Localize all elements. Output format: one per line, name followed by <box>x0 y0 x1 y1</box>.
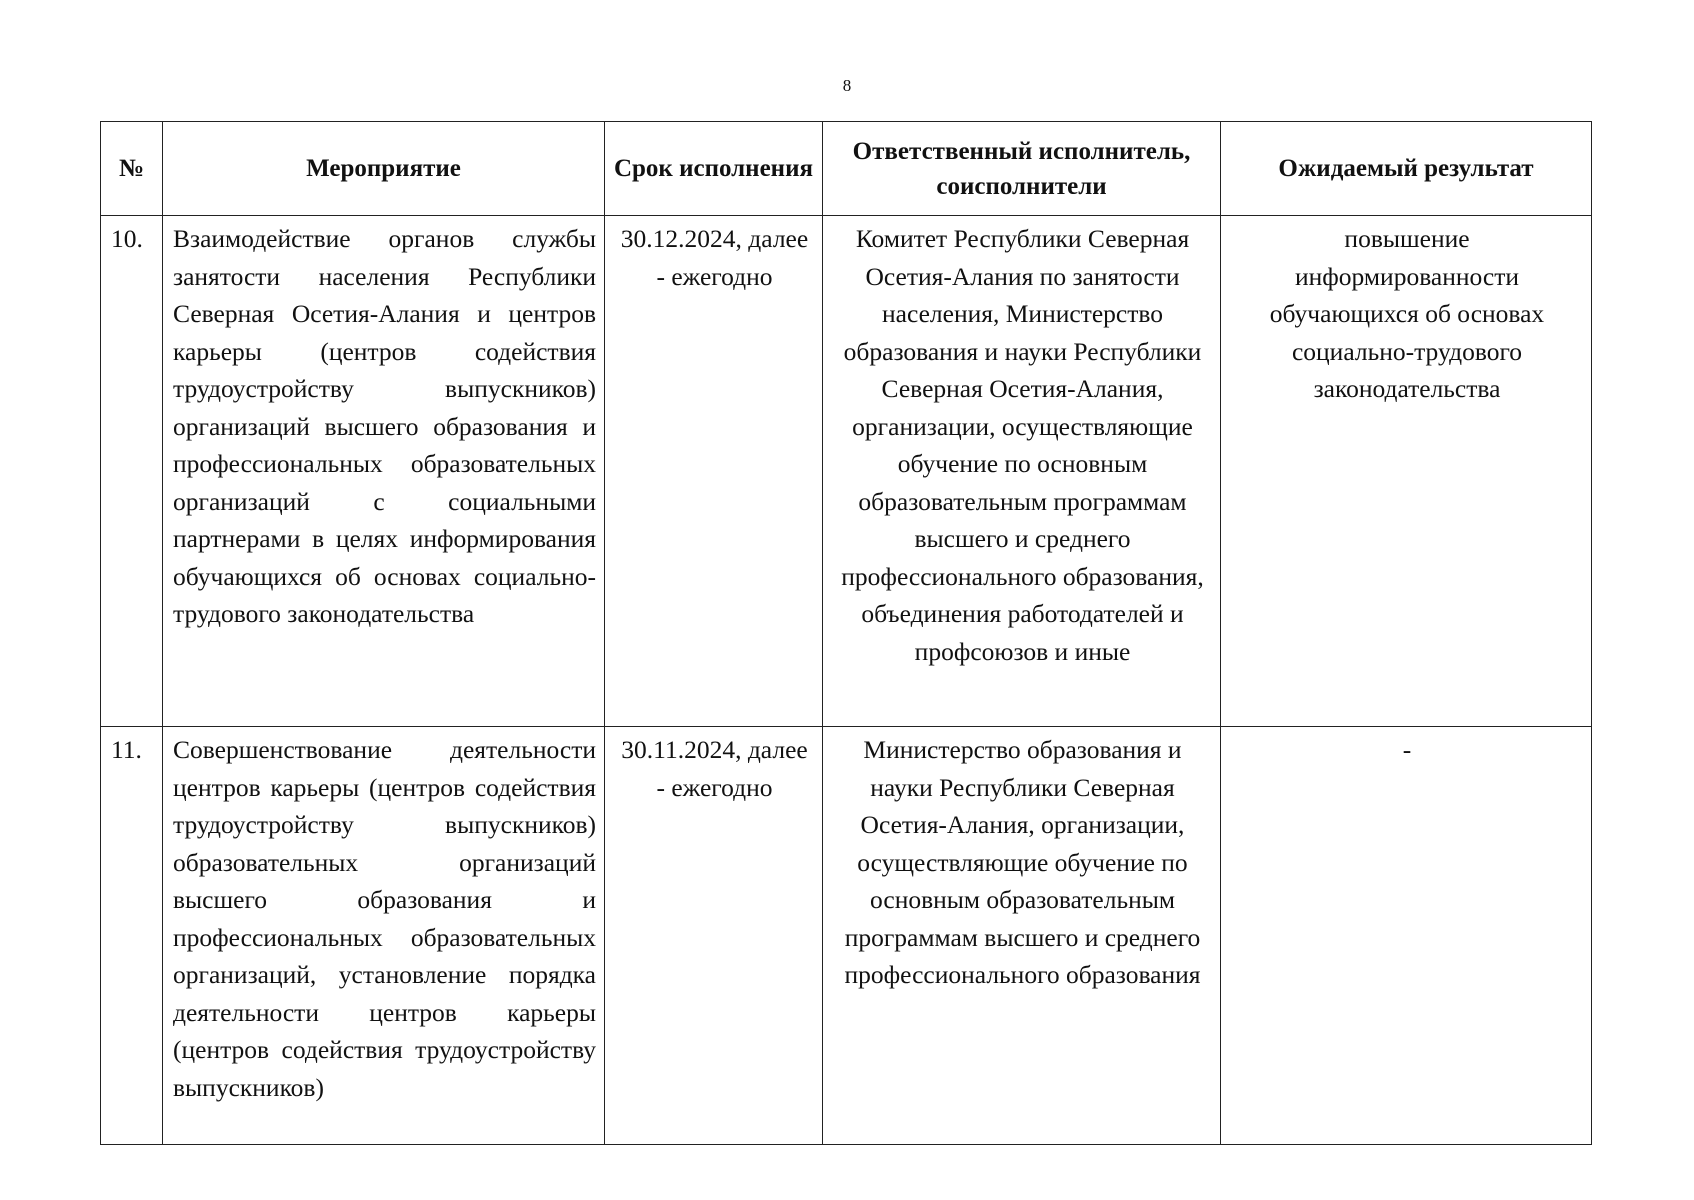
row-number: 11. <box>101 727 163 1145</box>
header-event: Мероприятие <box>163 122 605 216</box>
row-deadline: 30.11.2024, далее - ежегодно <box>605 727 823 1145</box>
header-result: Ожидаемый результат <box>1221 122 1592 216</box>
row-result: повышение информированности обучающихся об основах социально-трудового законодательства <box>1221 216 1592 727</box>
table-header-row <box>101 122 1592 216</box>
header-deadline: Срок исполнения <box>605 122 823 216</box>
row-responsible: Министерство образования и науки Республики Северная Осетия-Алания, организации, осуществляющие обучение по основным образовательным программам высшего и среднего профессионального образования <box>823 727 1221 1145</box>
table-row <box>101 216 1592 727</box>
header-number: № <box>101 122 163 216</box>
row-responsible: Комитет Республики Северная Осетия-Алания по занятости населения, Министерство образования и науки Республики Северная Осетия-Алания, организации, осуществляющие обучение по основным образовательным программам высшего и среднего профессионального образования, объединения работодателей и профсоюзов и иные <box>823 216 1221 727</box>
page-number: 8 <box>842 76 852 95</box>
table-row <box>101 727 1592 1145</box>
header-responsible: Ответственный исполнитель, соисполнители <box>823 122 1221 216</box>
row-number: 10. <box>101 216 163 727</box>
row-event: Взаимодействие органов службы занятости населения Республики Северная Осетия-Алания и центров карьеры (центров содействия трудоустройству выпускников) организаций высшего образования и профессиональных образовательных организаций с социальными партнерами в целях информирования обучающихся об основах социально-трудового законодательства <box>163 216 605 727</box>
row-event: Совершенствование деятельности центров карьеры (центров содействия трудоустройству выпускников) образовательных организаций высшего образования и профессиональных образовательных организаций, установление порядка деятельности центров карьеры (центров содействия трудоустройству выпускников) <box>163 727 605 1145</box>
row-deadline: 30.12.2024, далее - ежегодно <box>605 216 823 727</box>
action-plan-table <box>100 121 1592 1145</box>
row-result: - <box>1221 727 1592 1145</box>
